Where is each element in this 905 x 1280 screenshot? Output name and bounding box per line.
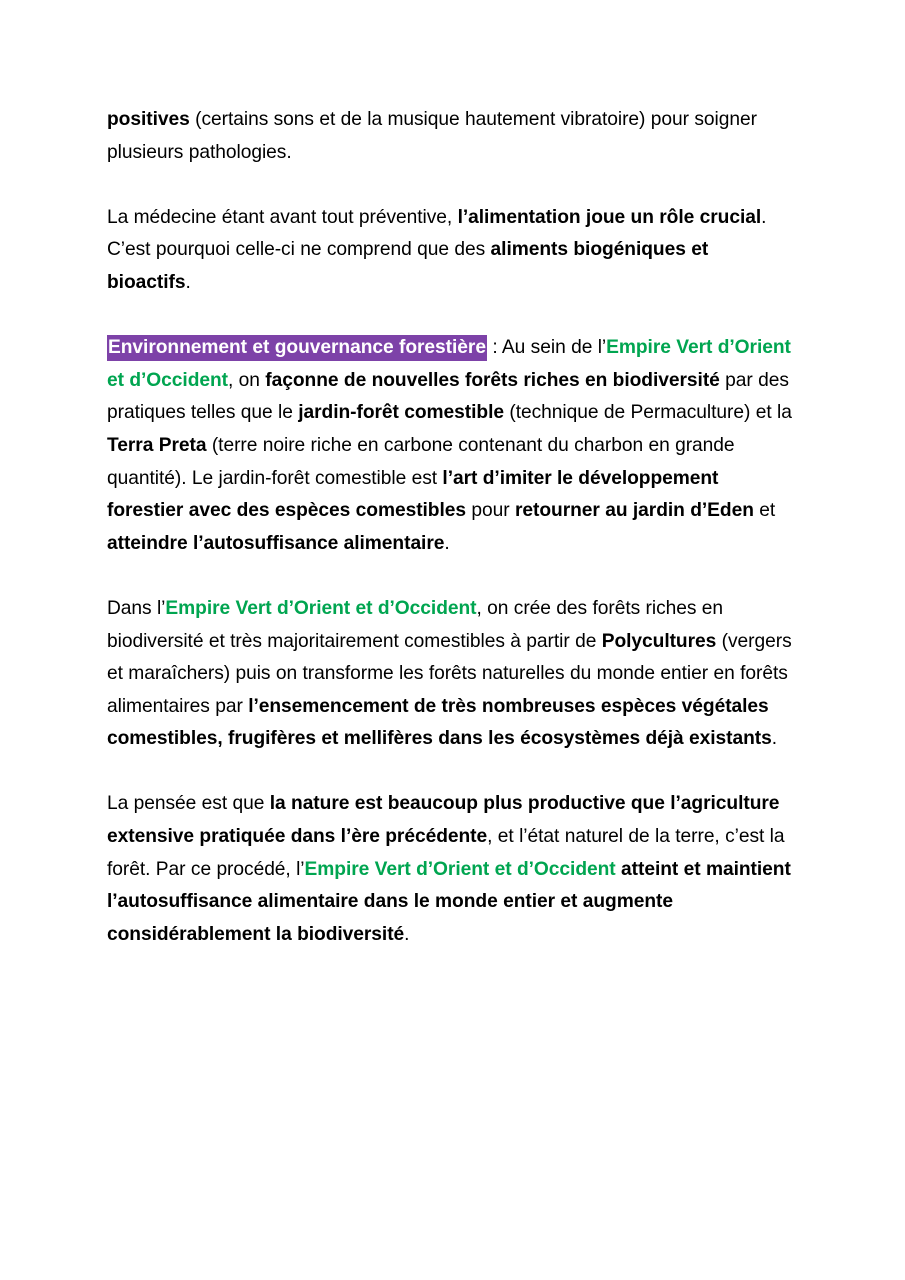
- text-run-bold: Polycultures: [601, 630, 717, 652]
- text-run-normal: par des pratiques telles que le: [107, 369, 789, 424]
- text-run-bold: façonne de nouvelles forêts riches en biodiversité: [265, 369, 720, 391]
- highlighted-heading-label: Environnement et gouvernance forestière: [107, 335, 487, 361]
- text-run-normal: , on: [228, 369, 266, 391]
- text-run-normal: .: [185, 271, 191, 293]
- text-run-bold: Terra Preta: [107, 434, 207, 456]
- text-run-bold: retourner au jardin d’Eden: [514, 500, 754, 522]
- paragraph-dans-empire-vert: [107, 593, 797, 756]
- text-run-bold: jardin-forêt comestible: [298, 402, 504, 424]
- text-run-normal: La pensée est que: [107, 793, 270, 815]
- paragraph-medecine: [107, 202, 797, 300]
- text-run-normal: , et l’état naturel de la terre, c’est la forêt. Par ce procédé, l’: [107, 826, 785, 880]
- text-run-normal: .: [771, 728, 778, 750]
- text-run-bold: l’art d’imiter le développement forestier avec des espèces comestibles: [107, 467, 719, 522]
- text-run-normal: Dans l’: [107, 597, 166, 619]
- document-body: [107, 104, 797, 951]
- text-run-bold: l’alimentation joue un rôle crucial: [457, 206, 762, 228]
- text-run-normal: .: [404, 923, 410, 945]
- text-run-bold: l’ensemencement de très nombreuses espèces végétales comestibles, frugifères et mellifères dans les écosystèmes déjà existants: [107, 695, 772, 750]
- paragraph-la-pensee: [107, 788, 797, 951]
- text-run-bold: positives: [107, 109, 190, 130]
- text-run-green-empire-vert: Empire Vert d’Orient et d’Occident: [165, 597, 477, 619]
- paragraph-environnement-gouvernance-forestiere: [107, 332, 797, 560]
- text-run-normal: (terre noire riche en carbone contenant du charbon en grande quantité). Le jardin-forêt comestible est: [107, 434, 735, 489]
- text-run-normal: (technique de Permaculture) et la: [504, 402, 792, 424]
- text-run-bold: atteindre l’autosuffisance alimentaire: [107, 532, 445, 554]
- text-run-normal: : Au sein de l’: [486, 337, 607, 359]
- text-run-bold: atteint et maintient l’autosuffisance alimentaire dans le monde entier et augmente considérablement la biodiversité: [107, 858, 791, 945]
- text-run-bold: aliments biogéniques et bioactifs: [107, 239, 709, 293]
- text-run-normal: (certains sons et de la musique hautement vibratoire) pour soigner plusieurs pathologies.: [107, 109, 757, 163]
- text-run-normal: La médecine étant avant tout préventive,: [107, 206, 458, 228]
- text-run-normal: (vergers et maraîchers) puis on transforme les forêts naturelles du monde entier en forêts alimentaires par: [107, 630, 792, 717]
- text-run-green-empire-vert: Empire Vert d’Orient et d’Occident: [107, 337, 791, 391]
- text-run-bold: la nature est beaucoup plus productive que l’agriculture extensive pratiquée dans l’ère précédente: [107, 793, 780, 848]
- text-run-normal: , on crée des forêts riches en biodiversité et très majoritairement comestibles à partir de: [107, 597, 724, 652]
- text-run-green-empire-vert: Empire Vert d’Orient et d’Occident: [304, 858, 616, 880]
- text-run-normal: . C’est pourquoi celle-ci ne comprend que des: [107, 206, 767, 261]
- text-run-normal: et: [753, 500, 776, 522]
- text-run-normal: .: [444, 532, 450, 554]
- paragraph-positives: [107, 104, 797, 169]
- text-run-normal: pour: [466, 500, 515, 522]
